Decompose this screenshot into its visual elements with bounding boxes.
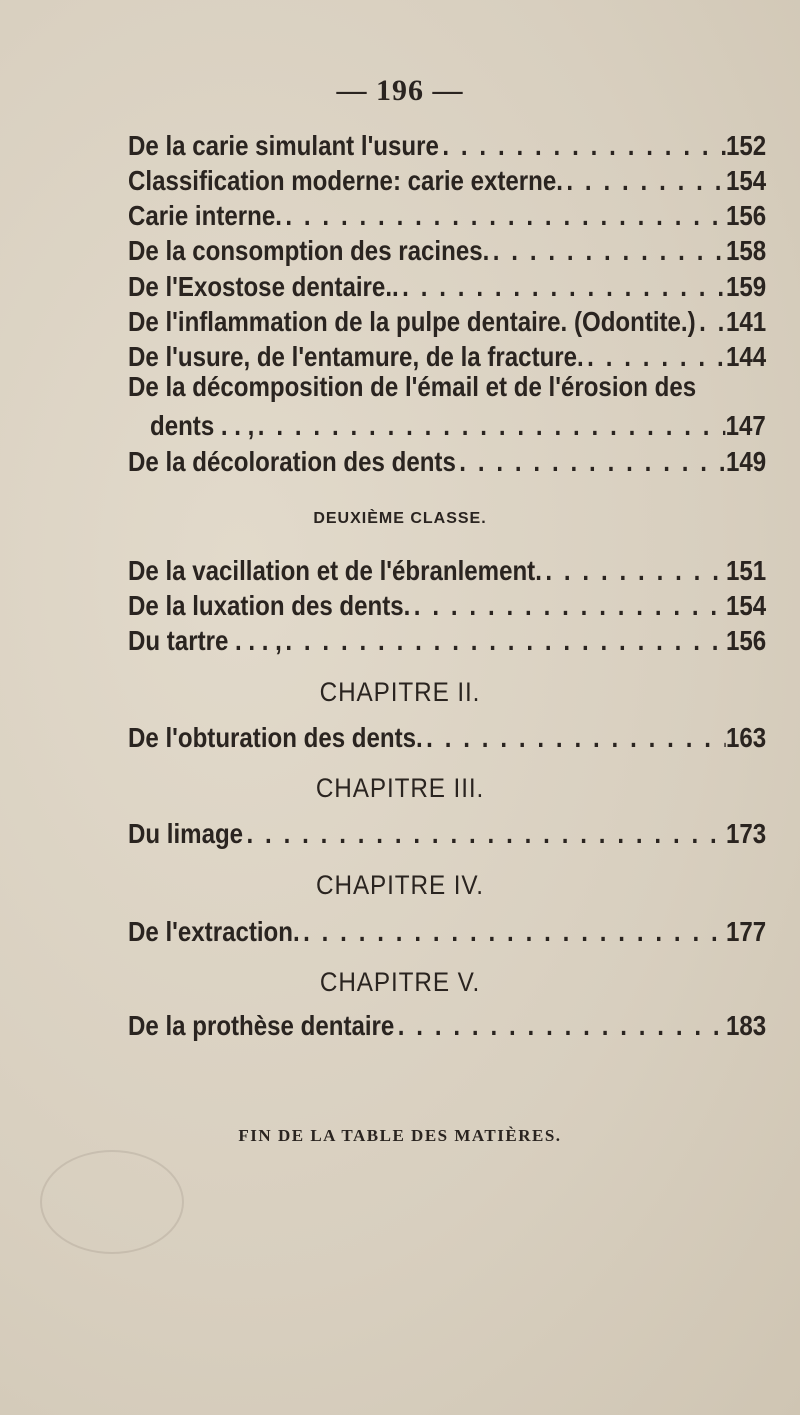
chapter-title: CHAPITRE IV. (316, 870, 484, 900)
leader-dots (456, 446, 726, 478)
entry-page: 183 (725, 1010, 767, 1041)
entry-page: 154 (725, 165, 767, 196)
entry-text: De la carie simulant l'usure (128, 130, 439, 161)
leader-dots (410, 590, 726, 622)
entry-page: 156 (725, 200, 767, 231)
leader-dots (282, 200, 726, 232)
entry-text: De la décoloration des dents (128, 446, 456, 477)
leader-dots (423, 722, 726, 754)
leader-dots (563, 165, 726, 197)
entry-text: De l'obturation des dents. (128, 722, 423, 753)
toc-entry (128, 271, 766, 303)
entry-page: 149 (725, 446, 767, 477)
toc-entry (128, 130, 766, 162)
entry-page: 158 (725, 235, 767, 266)
toc-entry (150, 410, 766, 442)
entry-page: 147 (725, 410, 766, 441)
entry-page: 173 (725, 818, 767, 849)
toc-entry (128, 555, 766, 587)
toc-entry (128, 625, 766, 657)
page-number: — 196 — (336, 74, 464, 107)
entry-page: 163 (725, 722, 767, 753)
library-stamp (40, 1150, 184, 1254)
leader-dots (696, 306, 726, 338)
toc-entry (128, 590, 766, 622)
section-title: DEUXIÈME CLASSE. (313, 510, 487, 527)
toc-entry (128, 722, 766, 754)
leader-dots (584, 341, 726, 373)
toc-entry (128, 446, 766, 478)
entry-page: 151 (725, 555, 767, 586)
leader-dots (282, 625, 726, 657)
entry-text: De l'extraction. (128, 916, 300, 947)
leader-dots (439, 130, 726, 162)
leader-dots (254, 410, 725, 442)
leader-dots (542, 555, 726, 587)
leader-dots (394, 1010, 726, 1042)
entry-text: De la luxation des dents. (128, 590, 411, 621)
chapter-title: CHAPITRE V. (319, 967, 481, 997)
entry-page: 152 (725, 130, 767, 161)
entry-text: De la consomption des racines. (128, 235, 490, 266)
toc-entry (128, 341, 766, 373)
leader-dots (399, 271, 726, 303)
entry-text: De l'usure, de l'entamure, de la fracture. (128, 341, 584, 372)
toc-entry-line1: De la décomposition de l'émail et de l'érosion des (128, 371, 697, 402)
entry-text: Du limage (128, 818, 244, 849)
entry-page: 156 (725, 625, 767, 656)
toc-entry (128, 200, 766, 232)
toc-entry (128, 306, 766, 338)
leader-dots (489, 235, 726, 267)
entry-text: De l'Exostose dentaire.. (128, 271, 399, 302)
toc-entry (128, 165, 766, 197)
entry-page: 154 (725, 590, 767, 621)
chapter-title: CHAPITRE III. (315, 773, 485, 803)
toc-entry (128, 818, 766, 850)
toc-entry (128, 1010, 766, 1042)
entry-page: 159 (725, 271, 767, 302)
entry-page: 177 (725, 916, 767, 947)
end-of-table-note: FIN DE LA TABLE DES MATIÈRES. (238, 1126, 562, 1145)
entry-text: Carie interne. (128, 200, 282, 231)
leader-dots (300, 916, 726, 948)
entry-page: 144 (725, 341, 767, 372)
entry-text: Du tartre . . . , (128, 625, 282, 656)
chapter-title: CHAPITRE II. (319, 677, 481, 707)
entry-text: De la prothèse dentaire (128, 1010, 395, 1041)
leader-dots (243, 818, 726, 850)
toc-entry (128, 235, 766, 267)
entry-page: 141 (725, 306, 767, 337)
entry-text: Classification moderne: carie externe. (128, 165, 563, 196)
entry-text: De l'inflammation de la pulpe dentaire. (Odontite.) (128, 306, 696, 337)
entry-text: dents . . , (150, 410, 255, 441)
toc-entry (128, 916, 766, 948)
entry-text: De la vacillation et de l'ébranlement. (128, 555, 542, 586)
